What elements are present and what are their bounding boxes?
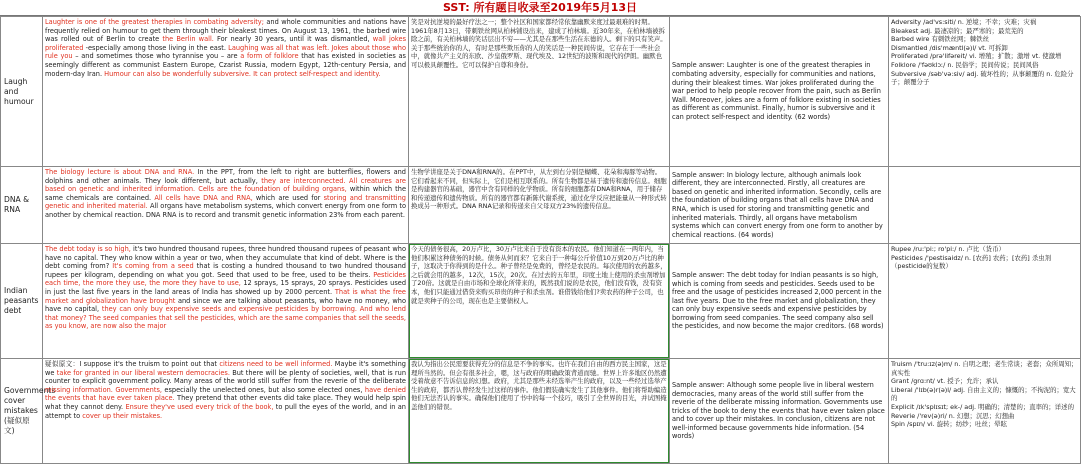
highlighted-phrase: take for granted in our liberal western democracies.: [56, 368, 230, 377]
vocab-entry: Bleakest adj. 最凄凉的；最严寒的；最荒芜的: [891, 26, 1024, 35]
vocab-entry: Rupee /ru:'pi:; ro'pi:/ n. 卢比（货币）: [891, 245, 1005, 253]
transcript-text: and since we are talking about peasants, who have no money, who have no capital,: [45, 296, 406, 314]
highlighted-phrase: Jokes about those who rule you: [45, 43, 406, 61]
page-title: SST: 所有题目收录至2019年5月13日: [0, 0, 1080, 16]
table-row: [1, 17, 1081, 167]
chinese-translation: 我认为指出公民需要获得充分的信息是不争的事实。也许在我们自由的西方民主国家，这是理所当然的。但会有很多社会，嗯，这与政府的明确政策背道而驰。世界上许多地区仍然遭受着故意不告诉信息的幻想。政府，尤其是那些未经选举产生的政府，以及一些经过选举产生的政府，都否认曾经发生过这样的事件。他们假装确实发生了其他事件。他们将帮助编造他们无法否认的事实。确保他们使用了书中的每一个技巧，吸引了全世界的目光，并试图掩盖他们的错误。: [409, 359, 670, 464]
transcript-text: -especially among those living in the east.: [83, 43, 229, 52]
transcript-text: – and sometimes those who tyrannise you – are: [72, 52, 241, 61]
topic-cell: Laugh and humour: [1, 17, 43, 167]
vocab-entry: Explicit /ɪk'splɪsɪt; ek-/ adj. 明确的；清楚的；直率的；详述的: [891, 402, 1074, 411]
transcript-text: that has existed in societies as seemingly different as communist Eastern Europe, Czarist Russia, modern Egypt, 12th-century Persia, and modern-day Iran.: [45, 52, 406, 78]
transcript-text: For nearly 30 years, until it was dismantled,: [213, 35, 373, 44]
transcript-text: Maybe it's something we: [45, 360, 406, 377]
vocab-entry: Reverie /'rev(ə)ri/ n. 幻想；沉思；幻想曲: [891, 411, 1015, 420]
transcript-text: within which the same chemicals are contained.: [45, 185, 406, 202]
chinese-translation: 今天的债务很高，20万卢比，30万卢比来自于没有资本的农民。他们知道在一两年内，当他们积累这种债务的时候。债务从何而来？它来自于一种每公斤价值10万到20万卢比的种子，这取决于你得到的是什么。种子曾经是免费的，曾经是农民的。每次使用的农药越多，之后就会用的越多，12次，15次，20次。在过去的五年里，印度土地上使用的杀虫剂增加了20倍。这就是自由市场和全球化所带来的，既然我们说的是农民，他们没有钱，没有资本，他们只能通过借贷来购买昂贵的种子和杀虫剂。谁借钱给他们?卖农药的种子公司，也就是卖种子的公司，现在也是主要债权人。: [409, 244, 670, 359]
english-transcript: [43, 244, 409, 359]
transcript-text: especially the unelected ones, but also some elected ones,: [161, 385, 365, 394]
highlighted-phrase: It's coming from a seed: [112, 262, 194, 271]
highlighted-phrase: All cells have DNA and RNA,: [154, 193, 253, 202]
highlighted-phrase: That is what the free market and globalization have brought: [45, 287, 406, 305]
vocabulary-list: [889, 359, 1081, 464]
highlighted-phrase: have denied the events that have ever taken place.: [45, 385, 406, 403]
vocab-entry: Spin /spɪn/ vi. 旋转；纺纱；吐丝；晕眩: [891, 420, 1008, 429]
vocabulary-list: [889, 17, 1081, 167]
sample-answer: Sample answer: Although some people live in liberal western democracies, many areas of the world still suffer from the reverie of the deliberate missing information. Governments use tricks of the book to deny the events that have ever taken place and to cover up their mistakes. In conclusion, citizens are not well-informed because governments hide information. (54 words): [670, 359, 889, 464]
highlighted-phrase: The biology lecture is about DNA and RNA.: [45, 168, 195, 176]
vocabulary-list: [889, 244, 1081, 359]
table-row: [1, 359, 1081, 464]
topic-cell: DNA & RNA: [1, 167, 43, 244]
transcript-text: They pretend that other events did take place. They would help spin what they cannot deny.: [45, 394, 406, 411]
highlighted-phrase: The debt today is so high,: [45, 245, 131, 253]
highlighted-phrase: citizens need to be well informed.: [219, 360, 333, 368]
highlighted-phrase: storing and transmitting genetic and inherited material.: [45, 193, 406, 211]
vocab-entry: Subversive /səb'və:siv/ adj. 破坏性的；从事颠覆的 n. 危险分子；颠覆分子: [891, 69, 1074, 87]
vocabulary-list: [889, 167, 1081, 244]
vocab-entry: Grant /grɑ:nt/ vt. 授予；允许；承认: [891, 377, 999, 386]
highlighted-phrase: the Berlin wall.: [162, 35, 214, 44]
highlighted-phrase: Laughing was all that was left.: [228, 43, 330, 52]
transcript-text: All organs have metabolism systems, which convert energy from one form to another by chemical reaction. DNA RNA is to record and transmit genetic information 23% from each parent.: [45, 202, 407, 219]
vocab-entry: Dismantled /dis'mæntl(ə)l/ vt. 可拆卸: [891, 43, 1008, 52]
vocab-entry: Barbed wire 有刺铁丝网；棘铁丝: [891, 35, 989, 44]
transcript-text: to pull the eyes of the world, and in an attempt to: [45, 402, 406, 420]
table-row: [1, 244, 1081, 359]
sst-table: [0, 16, 1081, 464]
topic-cell: Governments cover mistakes (疑似原文): [1, 359, 43, 464]
chinese-translation: 生物学讲座是关于DNA和RNA的。在PPT中，从左到右分别是蝴蝶、花朵和海豚等动物。它们看起来不同，但实际上，它们是相互联系的。所有生物都是基于遗传和遗传信息。细胞是构建器官的基础，器官中含有同样的化学物质。所有的细胞都有DNA和RNA，用于储存和传递遗传和遗传物质。所有的器官都有新陈代谢系统，通过化学反应把能量从一种形式转换成另一种形式。DNA RNA记录和传递来自父母双方23%的遗传信息。: [409, 167, 670, 244]
highlighted-phrase: they can only buy expensive seeds and expensive pesticides by borrowing. And who lend that money? The seed companies that sell the pesticides, which are the same companies that sell the seeds, as you know, are now also the major: [45, 305, 406, 331]
transcript-text: and whole communities and nations have frequently relied on humour to get them through their bleakest times. On August 13, 1961, the barbed wire was rolled out of Berlin to create: [45, 18, 406, 44]
transcript-text: 疑似原文：I suppose it's the truism to point out that: [45, 360, 220, 368]
chinese-translation: 笑是对抗逆境的最好疗法之一；整个社区和国家都经常依靠幽默来度过最艰难的时期。1961年8月13日，带刺铁丝网从柏林铺设出来，建成了柏林墙。近30年来，在柏林墙被拆除之前，有关柏林墙的笑话层出不穷——尤其是在那些生活在东德的人。剩下的只有笑声。关于那些统治你的人，有时是那些欺压你的人的笑话是一种民间传说，它存在于一些社会中，就像共产主义的东欧、沙皇俄罗斯、现代埃及、12世纪的波斯和现代的伊朗。幽默也可以极具颠覆性。它可以保护自尊和身份。: [409, 17, 670, 167]
transcript-text: In the PPT, from the left to right are butterflies, flowers and dolphins and other animals. They look different, but actually,: [45, 168, 406, 185]
transcript-text: it's two hundred thousand rupees, three hundred thousand rupees of peasant who have no capital. They who know within a year or two, when they accumulate that kind of debt. Where is the debt coming from?: [45, 245, 406, 271]
transcript-text: that is costing a hundred thousand to two hundred thousand rupees per kilogram, depending on what you got. Seed that used to be free, used to be theirs.: [45, 262, 406, 279]
table-row: [1, 167, 1081, 244]
vocab-entry: Liberal /'lɪb(ə)r(ə)l/ adj. 自由主义的；慷慨的；不拘泥的；宽大的: [891, 385, 1076, 403]
highlighted-phrase: Ensure they've used every trick of the book,: [125, 402, 274, 411]
highlighted-phrase: missing information. Governments,: [45, 385, 162, 394]
english-transcript: [43, 17, 409, 167]
english-transcript: [43, 359, 409, 464]
vocab-entry: Truism /'tru:ɪz(ə)m/ n. 自明之理；老生常谈；老套；众所周知；真实性: [891, 360, 1078, 377]
highlighted-phrase: they are interconnected. All creatures are based on genetic and inherited information. Cells are the foundation of building organs,: [45, 176, 406, 194]
sample-answer: Sample answer: In biology lecture, although animals look different, they are interconnected. Firstly, all creatures are based on genetic and inherited information. Secondly, cells are the foundation of building organs that all cells have DNA and RNA, which is used for storing and transmitting genetic and inherited materials. Thirdly, all organs have metabolism systems which can convert energy from one form to another by chemical reactions. (64 words): [670, 167, 889, 244]
sample-answer: Sample answer: Laughter is one of the greatest therapies in combating adversity, especially for communities and nations, during their bleakest times. War jokes proliferated during the war period to help people recover from the pain, such as Berlin Wall. Moreover, jokes are a form of folklore existing in societies as different as communist. Finally, humor is subversive and it can protect self-respect and identity. (62 words): [670, 17, 889, 167]
highlighted-phrase: wall jokes proliferated: [45, 35, 407, 52]
vocab-entry: Proliferated /prə'lifəreit/ vi. 增殖；扩散；激增 vt. 使激增: [891, 52, 1062, 61]
vocab-entry: Pesticides /'pestisaidz/ n. [农药] 农药；[农药] 杀虫剂（pesticide的复数）: [891, 253, 1051, 271]
highlighted-phrase: a form of folklore: [240, 52, 299, 61]
highlighted-phrase: cover up their mistakes.: [82, 411, 163, 420]
transcript-text: But there will be plenty of societies, well, that is run counter to explicit government policy. Many areas of the world still suffer from the reverie of the deliberate: [45, 368, 407, 386]
vocab-entry: Adversity /ad'vs:siti/ n. 逆境；不幸；灾难；灾祸: [891, 18, 1037, 26]
highlighted-phrase: Humour can also be wonderfully subversive. It can protect self-respect and identity.: [104, 69, 381, 78]
vocab-entry: Folklore /'fəʊklɔː/ n. 民俗学；民间传说；民间风俗: [891, 60, 1039, 69]
highlighted-phrase: Laughter is one of the greatest therapies in combating adversity;: [45, 18, 264, 26]
highlighted-phrase: Pesticides each time, the more they use, the more they have to use,: [45, 270, 406, 288]
english-transcript: [43, 167, 409, 244]
transcript-text: which are used for: [252, 193, 324, 202]
transcript-text: 12 sprays, 15 sprays, 20 sprays. Pesticides used in just the last five years in the land areas of India has showed up by 2000 percent.: [45, 279, 407, 296]
sample-answer: Sample answer: The debt today for Indian peasants is so high, which is coming from seeds and pesticides. Seeds used to be free and the usage of pesticides increased 2,000 percent in the last five years. Due to the free market and globalization, they can only buy expensive seeds and expensive pesticides by borrowing from seed companies. The seed company also sell the pesticides, and now become the major creditors. (68 words): [670, 244, 889, 359]
topic-cell: Indian peasants debt: [1, 244, 43, 359]
